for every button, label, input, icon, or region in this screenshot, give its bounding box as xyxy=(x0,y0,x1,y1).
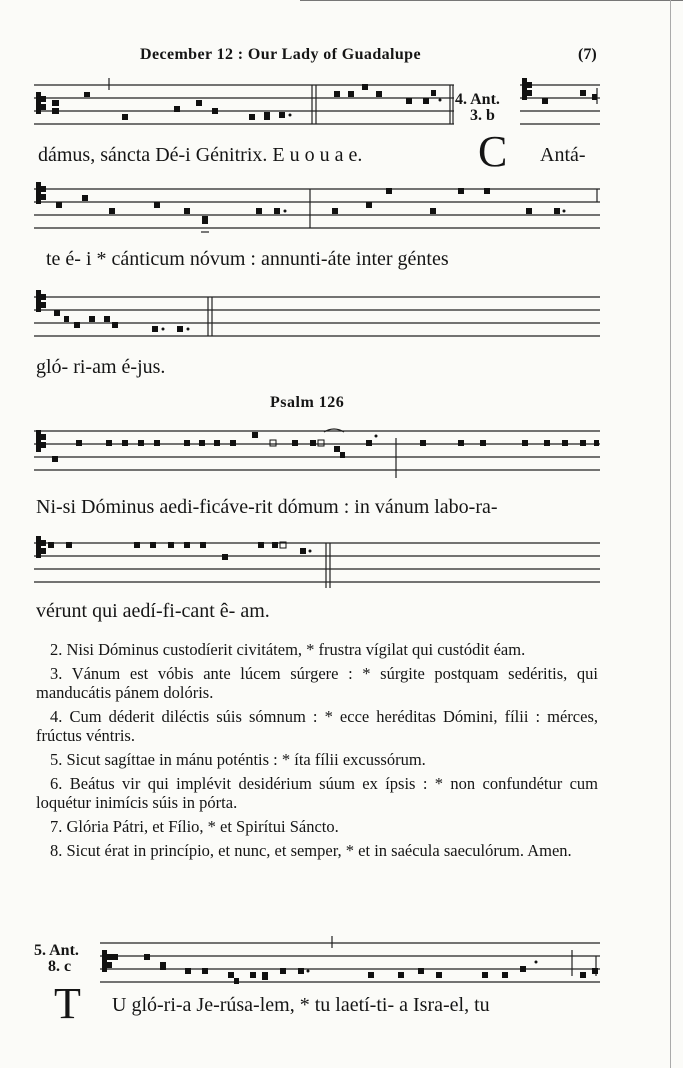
chant-staff-3 xyxy=(34,286,600,342)
verse-8: 8. Sicut érat in princípio, et nunc, et semper, * et in saécula saeculórum. Amen. xyxy=(50,841,572,860)
drop-cap-c: C xyxy=(478,127,508,176)
lyrics-line-2: te é- i * cánticum nóvum : annunti-áte inter géntes xyxy=(46,248,449,270)
chant-staff-6 xyxy=(100,932,600,996)
verse-5: 5. Sicut sagíttae in mánu poténtis : * íta fílii excussórum. xyxy=(50,750,426,769)
antiphon-4-mode: 3. b xyxy=(470,107,495,124)
page-number: (7) xyxy=(578,46,597,63)
right-page-edge xyxy=(670,0,671,1068)
verse-2: 2. Nisi Dóminus custodíerit civitátem, * frustra vígilat qui custódit éam. xyxy=(50,640,526,659)
chant-staff-5 xyxy=(34,532,600,592)
chant-staff-4 xyxy=(34,420,600,484)
antiphon-5-label: 5. Ant. xyxy=(34,942,79,959)
top-page-edge xyxy=(300,0,683,1)
lyrics-line-4: Ni-si Dóminus aedi-ficáve-rit dómum : in vánum labo-ra- xyxy=(36,496,498,518)
lyrics-line-3: gló- ri-am é-jus. xyxy=(36,356,166,378)
psalm-title: Psalm 126 xyxy=(270,394,345,411)
verse-6: 6. Beátus vir qui implévit desidérium súum ex ípsis : * non confundétur cum loquétur inimícis súis in pórta. xyxy=(36,774,598,812)
chant-staff-1b xyxy=(520,74,600,130)
drop-cap-t: T xyxy=(54,979,81,1028)
chant-staff-1 xyxy=(34,74,454,130)
lyrics-line-1: dámus, sáncta Dé-i Génitrix. E u o u a e. xyxy=(38,144,363,166)
antiphon-4-label: 4. Ant. xyxy=(455,91,500,108)
lyrics-line-6: U gló-ri-a Je-rúsa-lem, * tu laetí-ti- a Isra-el, tu xyxy=(112,994,490,1016)
lyrics-line-5: vérunt qui aedí-fi-cant ê- am. xyxy=(36,600,270,622)
chant-staff-2 xyxy=(34,178,600,242)
lyrics-line-1-cont: Antá- xyxy=(540,144,586,166)
antiphon-5-mode: 8. c xyxy=(48,958,72,975)
verse-3: 3. Vánum est vóbis ante lúcem súrgere : * súrgite postquam sedéritis, qui manducátis pánem dolóris. xyxy=(36,664,598,702)
psalm-verses xyxy=(36,640,598,865)
running-header: December 12 : Our Lady of Guadalupe xyxy=(140,46,421,63)
verse-7: 7. Glória Pátri, et Fílio, * et Spirítui Sáncto. xyxy=(50,817,339,836)
verse-4: 4. Cum déderit diléctis súis sómnum : * ecce heréditas Dómini, fílii : mérces, frúctus véntris. xyxy=(36,707,598,745)
